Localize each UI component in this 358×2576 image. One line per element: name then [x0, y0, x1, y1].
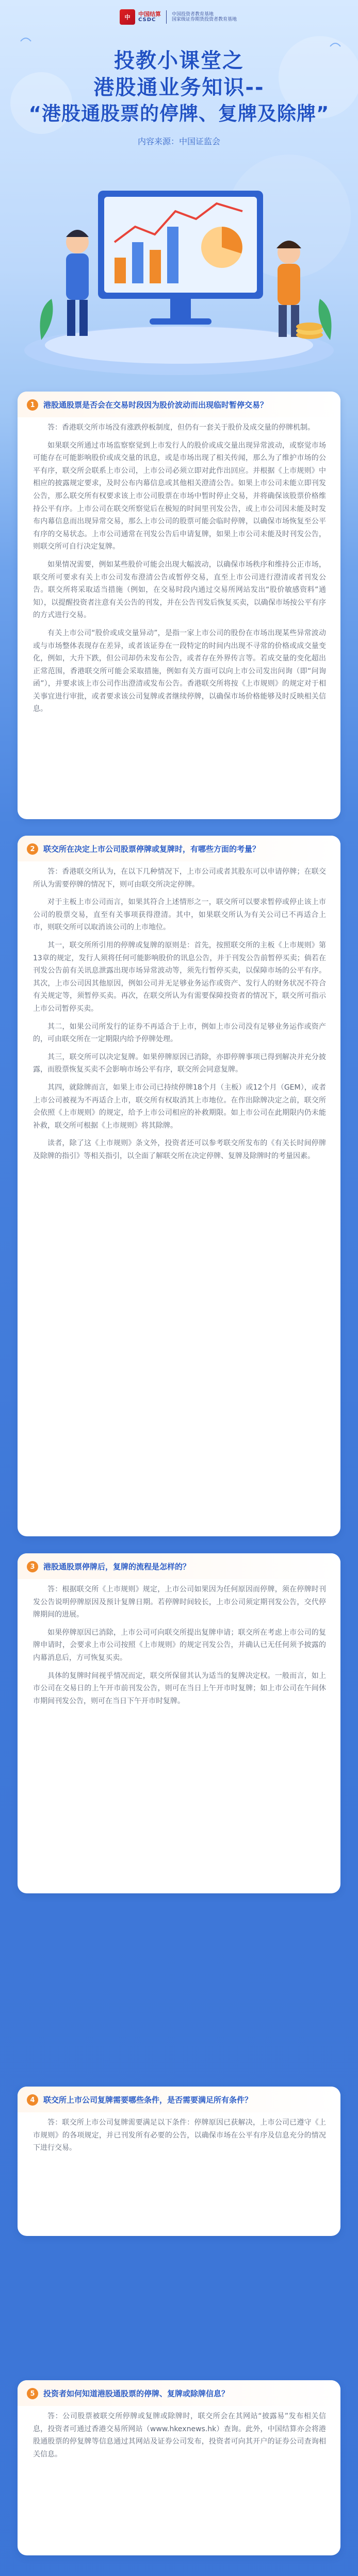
- question-number-badge: 4: [27, 2094, 38, 2106]
- card-header: [18, 392, 340, 417]
- qa-card-1: [18, 392, 340, 819]
- answer-paragraph: 答：香港联交所市场没有涨跌停板制度，但仍有一套关于股价及成交量的停牌机制。: [47, 423, 315, 432]
- question-number-badge: 5: [27, 2388, 38, 2399]
- answer-paragraph: 具体的复牌时间视乎情况而定，联交所保留其认为适当的复牌决定权。一般而言，如上市公司在交易日的上午开市前刊发公告，则可在当日上午开市时复牌；如上市公司在午间休市期间刊发公告，则可在当日下午开市时复牌。: [33, 1671, 326, 1705]
- answer-paragraph: 答：联交所上市公司复牌需要满足以下条件：停牌原因已获解决，上市公司已遵守《上市规则》的各项规定，并已刊发所有必要的公告，以确保市场在公平有序及信息充分的情况下进行交易。: [33, 2119, 326, 2153]
- answer-body: [18, 1579, 340, 1717]
- card-header: [18, 2087, 340, 2112]
- qa-card-4: [18, 2087, 340, 2236]
- question-number-badge: 2: [27, 843, 38, 855]
- title-line1: 投教小课堂之: [114, 49, 244, 73]
- question-text: 联交所上市公司复牌需要哪些条件，是否需要满足所有条件？: [43, 2095, 253, 2105]
- answer-body: [18, 2406, 340, 2470]
- answer-paragraph: 如果联交所通过市场监察察觉到上市发行人的股价或成交量出现异常波动，或察觉市场可能存在可能影响股价或成交量的讯息，或是市场出现了相关传闻，那么为了维护市场的公平有序，联交所会联系上市公司，上市公司必须立即对此作出回应。并根据《上市规则》中相应的披露规定要求，及时公布内幕信息或其他相关澄清公告。如果上市公司未能立即刊发公告，那么联交所有权要求该上市公司股票在市场中暂时停止交易，并将确保该股票价格维持公平有序。上市公司在联交所察觉后在极短的时间里刊发公告，或上市公司因未能及时发布内幕信息而出现异常交易，那么上市公司的股票可能会临时停牌，以确保市场恢复至公平有序的交易状态。上市公司通常在刊发公告后申请复牌，如果上市公司未能及时刊发公告，则联交所可自行决定复牌。: [33, 441, 326, 551]
- question-text: 港股通股票停牌后，复牌的流程是怎样的？: [43, 1562, 191, 1571]
- csdc-logo-icon: 中: [120, 9, 135, 25]
- answer-paragraph: 其一，联交所所引用的停牌或复牌的原则是：首先，按照联交所的主板《上市规则》第13章的规定，发行人须将任何可能影响股价的讯息公告，并于刊发公告前暂停买卖；倘若在刊发公告前有关讯息泄露出现市场异常波动等，须先行暂停买卖，以保障市场的公平有序。其次，上市公司因其他原因，例如公司并无足够业务运作或资产、发行人的财务状况不符合有关规定等，须暂停买卖。再次，在联交所认为有需要保障投资者的情况下，联交所可指示上市公司暂停买卖。: [33, 941, 326, 1013]
- answer-paragraph: 其四，就除牌而言，如果上市公司已持续停牌18个月（主板）或12个月（GEM），或者上市公司被视为不再适合上市，联交所有权取消其上市地位。在作出除牌决定之前，联交所会依照《上市规则》的规定，给予上市公司相应的补救期限。如上市公司在此期限内仍未能补救，联交所可根据《上市规则》将其除牌。: [33, 1083, 326, 1130]
- question-text: 港股通股票是否会在交易时段因为股价波动而出现临时暂停交易？: [43, 400, 268, 410]
- logo-sub-line2: 国家级证券期货投资者教育基地: [172, 17, 237, 22]
- answer-paragraph: 答：香港联交所认为，在以下几种情况下，上市公司或者其股东可以申请停牌；在联交所认为需要停牌的情况下，则可由联交所决定停牌。: [33, 868, 326, 889]
- card-header: [18, 1553, 340, 1579]
- answer-paragraph: 如果停牌原因已消除，上市公司可向联交所提出复牌申请；联交所在考虑上市公司的复牌申请时，会要求上市公司按照《上市规则》的规定刊发公告，并确认已无任何须予披露的内幕消息后，方可恢复买卖。: [33, 1628, 326, 1662]
- qa-card-5: [18, 2380, 340, 2555]
- answer-paragraph: 其二，如果公司所发行的证券不再适合于上市，例如上市公司没有足够业务运作或资产的，可由联交所在一定期限内给予停牌处理。: [33, 1022, 326, 1044]
- question-number-badge: 3: [27, 1561, 38, 1572]
- logo-sub-line1: 中国投资者教育基地: [172, 11, 214, 17]
- logo-cn: 中国结算: [138, 10, 161, 18]
- logo-text: [138, 11, 161, 23]
- answer-body: [18, 861, 340, 1172]
- hero: [0, 0, 358, 392]
- answer-paragraph: 如果情况需要，例如某些股价可能会出现大幅波动，以确保市场秩序和维持公正市场，联交所可要求有关上市公司发布澄清公告或暂停交易，直至上市公司进行澄清或者刊发公告。联交所将采取适当措施（例如，在交易时段内通过交易所网站发出“股价敏感资料”通知），以提醒投资者注意有关公告的刊发，并在公告刊发后恢复买卖，以确保市场按公平有序的方式进行交易。: [33, 560, 326, 620]
- title-line2: 港股通业务知识--: [93, 76, 265, 99]
- question-text: 投资者如何知道港股通股票的停牌、复牌或除牌信息？: [43, 2389, 230, 2398]
- logo-en: CSDC: [138, 16, 156, 23]
- answer-paragraph: 有关上市公司“股价或成交量异动”，是指一家上市公司的股份在市场出现某些异常波动或与市场整体表现存在差异，或者该证券在一段特定的时间内出现不寻常的价格或成交量变化，例如，大升下跌，但公司却仍未发布公告，或者存在外界传言等。若成交量的变化超出正常范围，香港联交所可能会采取措施，例如有关方面可以向上市公司发出问询（即“问询函”），并要求该上市公司作出澄清或发布公告。香港联交所将按《上市规则》的规定对于相关事宜进行审批，或者要求该公司复牌或者继续停牌，以确保市场价格能够及时反映相关信息。: [33, 629, 326, 714]
- card-header: [18, 836, 340, 861]
- title-line3: “港股通股票的停牌、复牌及除牌”: [28, 103, 330, 125]
- answer-paragraph: 其三，联交所可以决定复牌。如果停牌原因已消除，亦即停牌事项已得到解决并充分披露，而股票恢复买卖不会影响市场公平有序，联交所会同意复牌。: [33, 1053, 326, 1074]
- answer-paragraph: 读者，除了这《上市规则》条文外，投资者还可以参考联交所发布的《有关长时间停牌及除牌的指引》等相关指引，以全面了解联交所在决定停牌、复牌及除牌时的考量因素。: [33, 1139, 326, 1160]
- answer-body: [18, 417, 340, 725]
- logo-sub: [172, 12, 237, 23]
- logo-divider: [166, 10, 167, 24]
- question-number-badge: 1: [27, 399, 38, 411]
- content-source: 内容来源：中国证监会: [137, 137, 220, 146]
- header-logo: [120, 9, 237, 25]
- card-header: [18, 2380, 340, 2406]
- qa-card-2: [18, 836, 340, 1536]
- answer-paragraph: 答：根据联交所《上市规则》规定，上市公司如果因为任何原因而停牌，须在停牌时刊发公告说明停牌原因及预计复牌日期。若停牌时间较长，上市公司须定期刊发公告，交代停牌期间的进展。: [33, 1585, 326, 1619]
- qa-card-3: [18, 1553, 340, 1893]
- answer-paragraph: 对于主板上市公司而言，如果其符合上述情形之一，联交所可以要求暂停或停止该上市公司的股票交易，直至有关事项获得澄清。其中，如果联交所认为有关公司已不再适合上市，则联交所可以取消该公司的上市地位。: [33, 898, 326, 932]
- answer-body: [18, 2112, 340, 2164]
- answer-paragraph: 答：公司股票被联交所停牌或复牌或除牌时，联交所会在其网站“披露易”发布相关信息，投资者可通过香港交易所网站（www.hkexnews.hk）查询。此外，中国结算亦会将港股通股票的停复牌等信息通过其网站及证券公司发布，投资者可向其开户的证券公司查询相关信息。: [33, 2412, 326, 2459]
- hero-illustration: [0, 155, 358, 381]
- question-text: 联交所在决定上市公司股票停牌或复牌时，有哪些方面的考量？: [43, 844, 261, 854]
- page-title: [0, 47, 358, 127]
